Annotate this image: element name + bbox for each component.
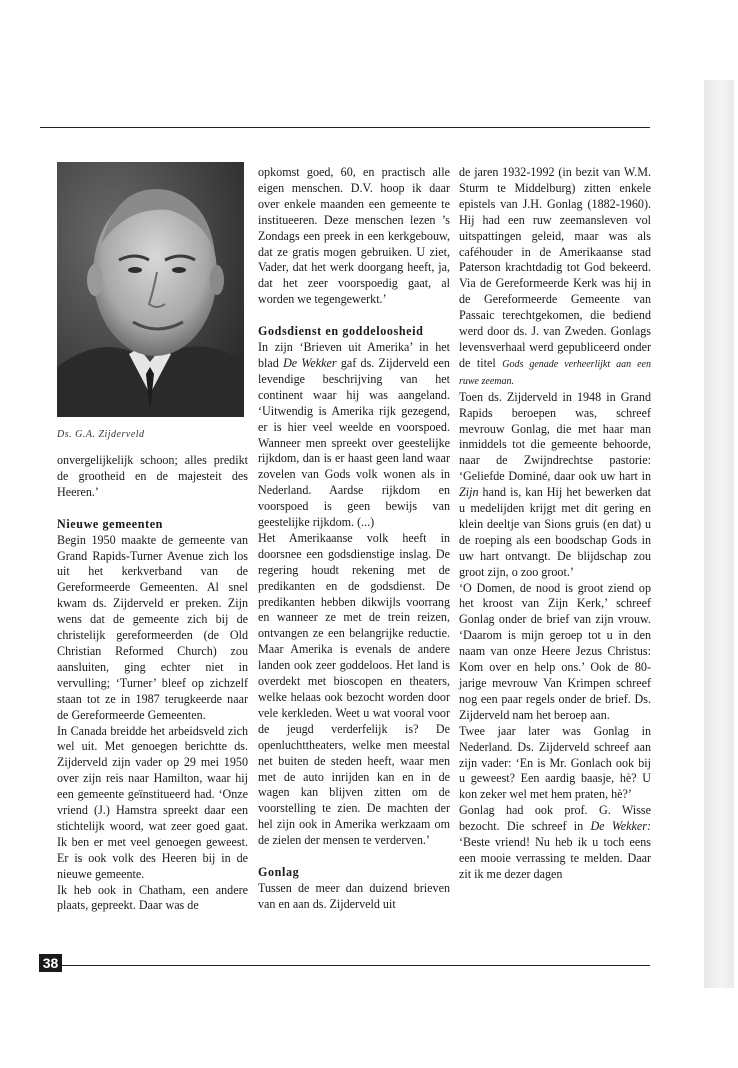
photo-caption: Ds. G.A. Zijderveld <box>57 429 145 440</box>
heading-nieuwe-gemeenten: Nieuwe gemeenten <box>57 516 163 531</box>
col1-paragraph-2: Begin 1950 maakte de gemeente van Grand Rapids-Turner Avenue zich los uit het kerkverband van de Gereformeerde Gemeenten. Al snel kwam ds. Zijderveld er preken. Zijn wens dat de gemeente zich bij de christelijk gereformeerden (de Old Christian Reformed Church) zou aansluiten, ging echter niet in vervulling; ‘Turner’ bleef op zichzelf staan tot ze in 1987 terugkeerde naar de Gereformeerde Gemeenten. <box>57 532 248 722</box>
col3-paragraph-4: Twee jaar later was Gonlag in Nederland. Ds. Zijderveld schreef aan zijn vader: ‘En is Mr. Gonlach ook bij u geweest? Een aardig baasje, hè? U kon zeker wel met hem praten, hè?’ <box>459 723 651 802</box>
heading-gonlag: Gonlag <box>258 865 300 880</box>
col2-paragraph-1: opkomst goed, 60, en practisch alle eigen menschen. D.V. hoop ik daar over enkele maanden een gemeente te institueeren. Deze menschen lezen ’s Zondags een preek in een kerkgebouw, dat ze gratis mogen gebruiken. U ziet, Vader, dat het werk doorgang heeft, ja, dat het zeer voorspoedig gaat, al worden we tegengewerkt.’ <box>258 165 450 307</box>
column-2 <box>258 165 450 913</box>
col2-paragraph-2: In zijn ‘Brieven uit Amerika’ in het blad De Wekker gaf ds. Zijderveld een levendige beschrijving van het continent waar hij was aangeland. ‘Uitwendig is Amerika rijk gezegend, er is hier veel weelde en voorspoed. Wanneer men spreekt over geestelijke rijkdom, dan is er haast geen land waar zovelen van Gods volk wonen als in Nederland. Aardse rijkdom en voorspoed is geen bewijs van geestelijke rijkdom. (...) <box>258 340 450 530</box>
col3-paragraph-5: Gonlag had ook prof. G. Wisse bezocht. Die schreef in De Wekker: ‘Beste vriend! Nu heb ik u toch eens een mooie verrassing te melden. Daar zit ik me dezer dagen <box>459 803 651 881</box>
col1-paragraph-4: Ik heb ook in Chatham, een andere plaats, gepreekt. Daar was de <box>57 882 248 913</box>
page-spine <box>704 80 734 988</box>
col3-paragraph-3: ‘O Domen, de nood is groot ziend op het kroost van Zijn Kerk,’ schreef Gonlag onder de brief van zijn vrouw. ‘Daarom is mijn geroep tot u in den naam van onze Heere Jezus Christus: Kom over en help ons.’ Ook de 80-jarige mevrouw Van Krimpen schreef nog een paar regels onder de brief. Ds. Zijderveld nam het beroep aan. <box>459 580 651 722</box>
col2-paragraph-4: Tussen de meer dan duizend brieven van en aan ds. Zijderveld uit <box>258 880 450 911</box>
magazine-title-de-wekker: De Wekker <box>283 355 337 370</box>
col3-paragraph-2: Toen ds. Zijderveld in 1948 in Grand Rapids beroepen was, schreef mevrouw Gonlag, die met haar man inmiddels tot die gemeente behoorde, naar de Zwijndrechtse pastorie: ‘Geliefde Dominé, daar ook uw hart in Zijn hand is, kan Hij het bewerken dat u medelijden krijgt met dit gering en klein deeltje van Sions gruis (en dat) u de roeping als een boodschap Gods in uw hart ontvangt. De blijdschap zou groot zijn, o zoo groot.’ <box>459 389 651 579</box>
book-title: Gods genade verheerlijkt aan een ruwe zeeman. <box>459 358 651 387</box>
column-1 <box>57 453 248 914</box>
magazine-title-de-wekker-2: De Wekker: <box>590 819 651 834</box>
top-rule <box>40 127 650 128</box>
heading-godsdienst: Godsdienst en goddeloosheid <box>258 324 424 339</box>
col2-paragraph-3: Het Amerikaanse volk heeft in doorsnee een godsdienstige inslag. De regering houdt rekening met de predikanten en de godsdienst. De predikanten hebben dikwijls voorrang en wanneer ze met de trein reizen, ontvangen ze een belangrijke reductie. Maar Amerika is evenals de andere landen ook zeer goddeloos. Het land is overdekt met bioscopen en theaters, welke helaas ook bezocht worden door vele kerkleden. Weet u wat vooral voor de jeugd verderfelijk is? De openluchttheaters, welke men meestal net buiten de steden heeft, waar men met de auto inrijden kan en in de wagen kan blijven zitten om de voorstelling te zien. De machten der hel zijn ook in Amerika werkzaam om de zielen der mensen te verderven.’ <box>258 530 450 848</box>
bottom-rule <box>62 965 650 966</box>
col3-paragraph-1: de jaren 1932-1992 (in bezit van W.M. Sturm te Middelburg) zitten enkele epistels van J.H. Gonlag (1882-1960). Hij had een ruw zeemansleven vol uitspattingen geleid, maar was als caféhouder in de Amerikaanse stad Paterson krachtdadig tot God bekeerd. Via de Gereformeerde Kerk was hij in de Gereformeerde Gemeente van Passaic terechtgekomen, die bediend werd door ds. J. van Zweden. Gonlags levensverhaal werd gepubliceerd onder de titel Gods genade verheerlijkt aan een ruwe zeeman. <box>459 165 651 387</box>
column-3 <box>459 165 651 883</box>
portrait-image <box>57 162 244 417</box>
col1-paragraph-1: onvergelijkelijk schoon; alles predikt de grootheid en de majesteit des Heeren.’ <box>57 453 248 499</box>
page-number: 38 <box>39 954 62 972</box>
col1-paragraph-3: In Canada breidde het arbeidsveld zich wel uit. Met genoegen berichtte ds. Zijderveld zijn vader op 29 mei 1950 over zijn reis naar Hamilton, waar hij een gemeente geïnstitueerd had. ‘Onze vriend (J.) Hamstra spreekt daar een stichtelijk woord, wat zeer goed gaat. Ik ben er met veel genoegen geweest. Er is ook volk des Heeren bij in de nieuwe gemeente. <box>57 723 248 881</box>
portrait-photo <box>57 162 244 417</box>
